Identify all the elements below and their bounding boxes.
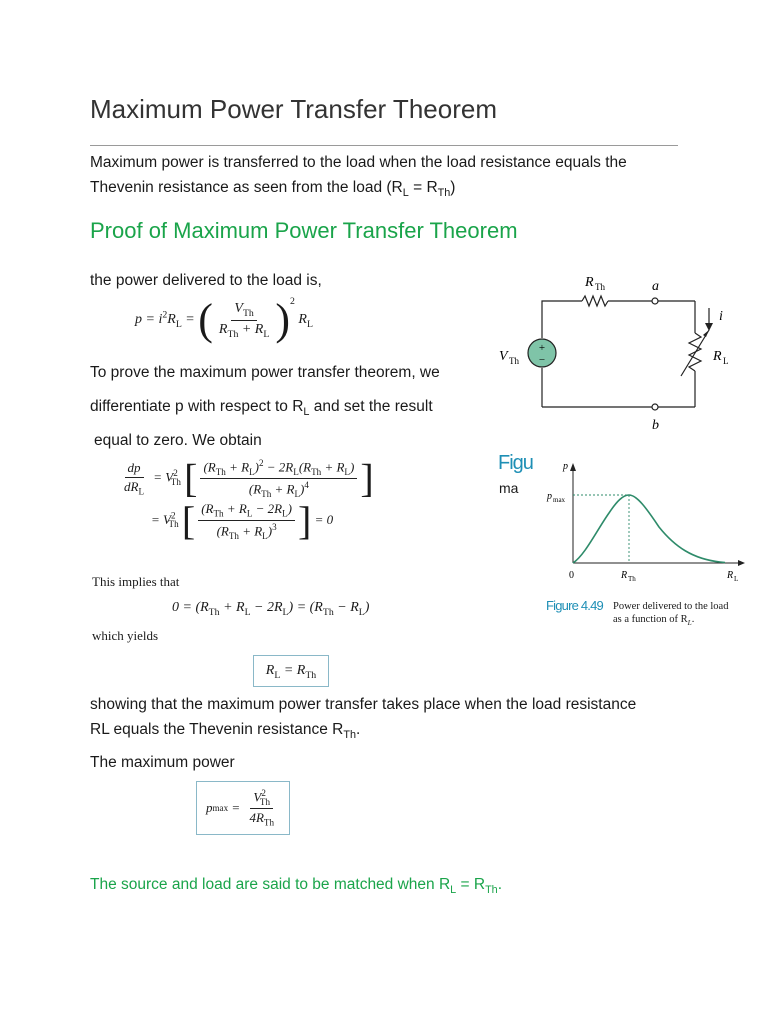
power-delivered-text: the power delivered to the load is, (90, 272, 322, 289)
graph-pmax-sub: max (553, 496, 566, 504)
intro-line-2: Thevenin resistance as seen from the load $(R_L = R_{Th})$ (90, 179, 456, 200)
prove-line-3: equal to zero. We obtain (94, 432, 262, 449)
svg-text:+: + (538, 342, 546, 354)
current-label: i (719, 309, 723, 324)
rth-label-sub: Th (595, 282, 605, 292)
matched-statement: The source and load are said to be matched when $R_L = R_{Th}$. (90, 876, 503, 897)
figure-label-partial: Figu (498, 452, 533, 474)
intro-paragraph (90, 150, 690, 206)
graph-x-label: R (727, 570, 734, 581)
power-equation: $p = i^2R_L$ = ( $\frac{V_{Th}}{R_{Th} + R_L}$ )$^2$ $R_L$ (135, 295, 313, 344)
power-curve-graph (535, 455, 750, 585)
graph-pmax-label: p (547, 491, 552, 502)
node-a-icon (652, 298, 658, 304)
section-heading: Proof of Maximum Power Transfer Theorem (90, 218, 518, 243)
node-b-icon (652, 404, 658, 410)
graph-rth-label: R (621, 570, 628, 581)
implies-text: This implies that (92, 574, 180, 589)
rth-resistor-icon (582, 296, 608, 306)
implies-equation: $0 = (R_{Th} + R_L - 2R_L) = (R_{Th} - R_L)$ (172, 600, 370, 618)
title-divider (90, 145, 678, 146)
max-power-text: The maximum power (90, 754, 235, 771)
showing-line-1: showing that the maximum power transfer takes place when the load resistance (90, 696, 637, 713)
graph-caption-text: Power delivered to the load as a function of $R_L$. (613, 601, 729, 628)
graph-caption-number: Figure 4.49 (546, 598, 603, 613)
rth-label: R (585, 275, 594, 290)
pmax-box: p max = $\frac{V^2_{Th}}{4R_{Th}}$ (196, 781, 290, 835)
rl-label-sub: L (723, 356, 729, 366)
page-title: Maximum Power Transfer Theorem (90, 94, 497, 124)
graph-origin-label: 0 (569, 570, 574, 581)
yields-text: which yields (92, 628, 159, 643)
derivative-equation: $\frac{dp}{dR_L}$ = $V^2_{Th}$ [ $\frac{(R_{Th} + R_L)^2 - 2R_L(R_{Th} + R_L)}{(R_{Th} + R_L)^4}$ ] = $V^2_{Th}$ [ $\frac{(R_{Th} + R_L - 2R_L)}{(R_{Th} + R_L)^3}$ ] = 0 (124, 455, 374, 543)
showing-paragraph (90, 692, 710, 748)
thevenin-circuit-diagram (495, 268, 745, 438)
rl-label: R (713, 349, 722, 364)
prove-line-1: To prove the maximum power transfer theorem, we (90, 364, 440, 381)
vth-label: V (499, 349, 508, 364)
wire-top-left (542, 301, 582, 338)
result-box: $R_L = R_{Th}$ (253, 655, 329, 687)
figure-text-partial: ma (499, 480, 519, 496)
graph-y-label: p (563, 461, 568, 472)
intro-line-1: Maximum power is transferred to the load when the load resistance equals the (90, 154, 627, 171)
svg-text:−: − (538, 354, 546, 366)
power-curve-line (573, 495, 725, 563)
graph-rth-sub: Th (628, 575, 636, 583)
vth-label-sub: Th (509, 356, 519, 366)
node-b-label: b (652, 418, 659, 433)
showing-line-2: RL equals the Thevenin resistance $R_{Th}$. (90, 721, 361, 742)
prove-line-2: differentiate p with respect to $R_L$ and set the result (90, 398, 433, 419)
node-a-label: a (652, 279, 659, 294)
variable-arrow-icon (681, 330, 709, 376)
graph-x-sub: L (734, 575, 739, 583)
